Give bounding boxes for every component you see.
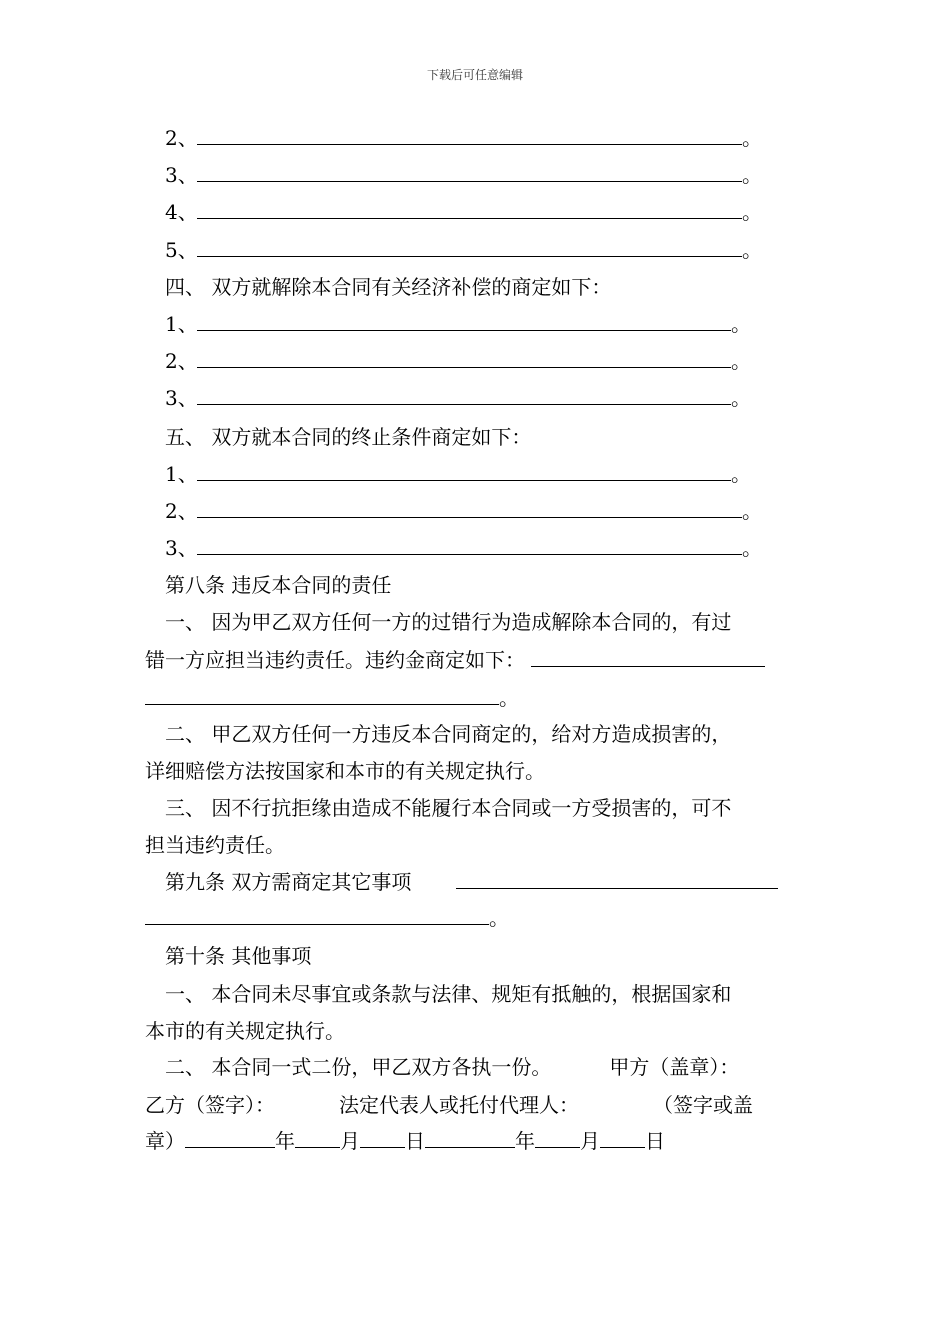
period: 。 (731, 312, 751, 336)
period: 。 (742, 126, 762, 150)
month-label: 月 (340, 1129, 360, 1153)
fill-blank[interactable] (197, 462, 731, 481)
penalty-blank-cont[interactable] (145, 686, 499, 705)
page-header: 下载后可任意编辑 (426, 68, 523, 82)
item-number: 3、 (165, 163, 198, 187)
article-8-title: 第八条 违反本合同的责任 (165, 573, 392, 597)
copies-text: 二、 本合同一式二份，甲乙双方各执一份。 (165, 1055, 552, 1079)
article-10-para-2 (145, 1055, 739, 1079)
sign-or-seal-label: （签字或盖 (653, 1093, 753, 1117)
penalty-blank[interactable] (531, 648, 765, 667)
month-label: 月 (580, 1129, 600, 1153)
other-matters-blank[interactable] (456, 870, 778, 889)
period: 。 (742, 499, 762, 523)
article-8-para-3-cont: 担当违约责任。 (145, 833, 285, 857)
list-item (145, 499, 762, 523)
list-item (145, 238, 762, 262)
period: 。 (742, 536, 762, 560)
article-8-para-1-text: 错一方应担当违约责任。违约金商定如下： (145, 648, 525, 672)
article-10-title: 第十条 其他事项 (165, 944, 312, 968)
item-number: 2、 (165, 349, 198, 373)
article-8-para-2: 二、 甲乙双方任何一方违反本合同商定的，给对方造成损害的， (165, 722, 732, 746)
item-number: 4、 (165, 200, 198, 224)
period: 。 (742, 163, 762, 187)
list-item (145, 126, 762, 150)
fill-blank[interactable] (197, 312, 731, 331)
year-label: 年 (515, 1129, 535, 1153)
article-10-para-1-cont: 本市的有关规定执行。 (145, 1019, 345, 1043)
period: 。 (742, 238, 762, 262)
day-label: 日 (645, 1129, 665, 1153)
list-item (145, 312, 751, 336)
section-4-title: 四、 双方就解除本合同有关经济补偿的商定如下： (165, 275, 612, 299)
article-10-para-2-cont (145, 1093, 753, 1117)
period: 。 (731, 349, 751, 373)
article-8-para-1-end (145, 686, 519, 710)
fill-blank[interactable] (197, 200, 742, 219)
article-8-para-1-cont (145, 648, 765, 672)
day-blank-b[interactable] (600, 1129, 645, 1148)
fill-blank[interactable] (197, 386, 731, 405)
year-label: 年 (275, 1129, 295, 1153)
fill-blank[interactable] (197, 349, 731, 368)
item-number: 3、 (165, 536, 198, 560)
article-8-para-1: 一、 因为甲乙双方任何一方的过错行为造成解除本合同的，有过 (165, 610, 732, 634)
year-blank-a[interactable] (185, 1129, 275, 1148)
other-matters-blank-cont[interactable] (145, 906, 489, 925)
period: 。 (731, 386, 751, 410)
period: 。 (731, 462, 751, 486)
list-item (145, 163, 762, 187)
item-number: 3、 (165, 386, 198, 410)
item-number: 5、 (165, 238, 198, 262)
list-item (145, 349, 751, 373)
year-blank-b[interactable] (425, 1129, 515, 1148)
article-8-para-3: 三、 因不行抗拒缘由造成不能履行本合同或一方受损害的，可不 (165, 796, 732, 820)
fill-blank[interactable] (197, 238, 742, 257)
list-item (145, 200, 762, 224)
legal-rep-label: 法定代表人或托付代理人： (339, 1093, 579, 1117)
article-10-para-1: 一、 本合同未尽事宜或条款与法律、规矩有抵触的，根据国家和 (165, 982, 732, 1006)
item-number: 2、 (165, 499, 198, 523)
article-8-para-2-cont: 详细赔偿方法按国家和本市的有关规定执行。 (145, 759, 545, 783)
month-blank-b[interactable] (535, 1129, 580, 1148)
list-item (145, 462, 751, 486)
period: 。 (499, 686, 519, 710)
fill-blank[interactable] (197, 163, 742, 182)
month-blank-a[interactable] (295, 1129, 340, 1148)
fill-blank[interactable] (197, 499, 742, 518)
day-blank-a[interactable] (360, 1129, 405, 1148)
party-a-seal-label: 甲方（盖章）： (609, 1055, 740, 1079)
article-9-cont (145, 906, 509, 930)
item-number: 1、 (165, 312, 198, 336)
item-number: 2、 (165, 126, 198, 150)
signature-date-line (145, 1129, 665, 1153)
day-label: 日 (405, 1129, 425, 1153)
fill-blank[interactable] (197, 536, 742, 555)
list-item (145, 386, 751, 410)
party-b-sign-label: 乙方（签字）： (145, 1093, 275, 1117)
list-item (145, 536, 762, 560)
article-9-title (145, 870, 778, 894)
section-5-title: 五、 双方就本合同的终止条件商定如下： (165, 425, 532, 449)
item-number: 1、 (165, 462, 198, 486)
seal-label-end: 章） (145, 1129, 185, 1153)
article-9-text: 第九条 双方需商定其它事项 (165, 870, 412, 894)
period: 。 (489, 906, 509, 930)
fill-blank[interactable] (197, 126, 742, 145)
period: 。 (742, 200, 762, 224)
